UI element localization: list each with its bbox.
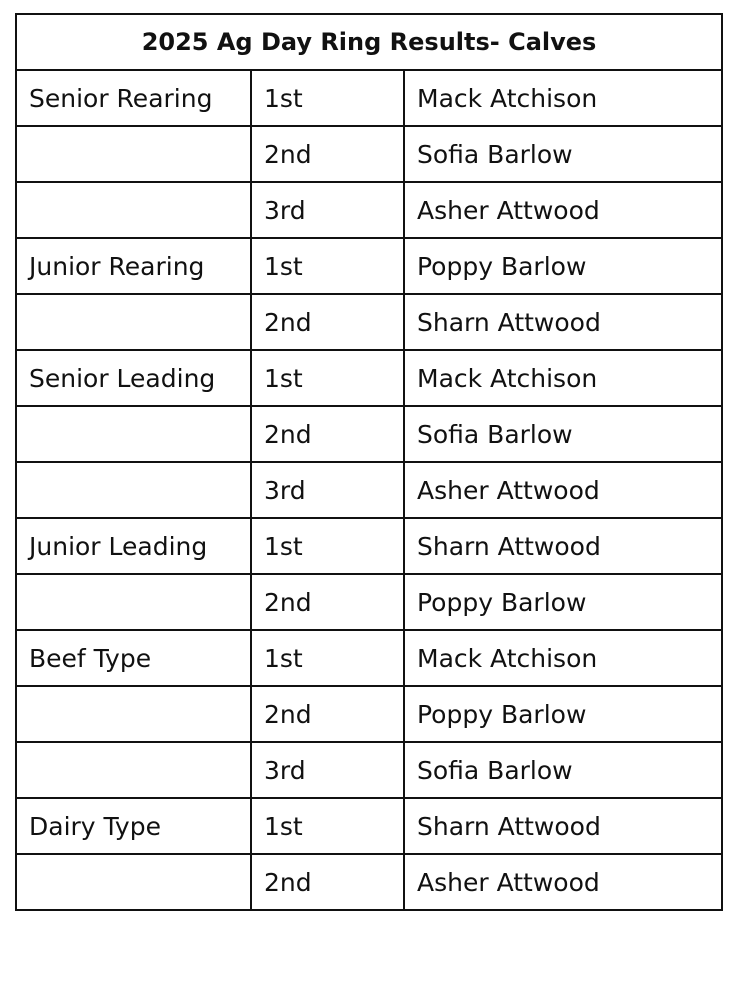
name-cell: Sharn Attwood	[404, 294, 722, 350]
table-row	[16, 518, 722, 574]
table-row	[16, 350, 722, 406]
name-cell: Mack Atchison	[404, 70, 722, 126]
category-cell: Senior Rearing	[16, 70, 251, 126]
category-cell	[16, 126, 251, 182]
table-row	[16, 406, 722, 462]
name-cell: Sofia Barlow	[404, 742, 722, 798]
place-cell: 1st	[251, 798, 404, 854]
place-cell: 2nd	[251, 686, 404, 742]
place-cell: 3rd	[251, 742, 404, 798]
category-cell: Junior Rearing	[16, 238, 251, 294]
category-cell	[16, 742, 251, 798]
name-cell: Mack Atchison	[404, 630, 722, 686]
name-cell: Sofia Barlow	[404, 126, 722, 182]
name-cell: Asher Attwood	[404, 182, 722, 238]
table-row	[16, 182, 722, 238]
category-cell: Senior Leading	[16, 350, 251, 406]
place-cell: 2nd	[251, 294, 404, 350]
place-cell: 2nd	[251, 574, 404, 630]
category-cell: Dairy Type	[16, 798, 251, 854]
table-row	[16, 798, 722, 854]
table-row	[16, 854, 722, 910]
place-cell: 2nd	[251, 406, 404, 462]
name-cell: Asher Attwood	[404, 854, 722, 910]
place-cell: 3rd	[251, 182, 404, 238]
category-cell	[16, 406, 251, 462]
place-cell: 1st	[251, 238, 404, 294]
name-cell: Sharn Attwood	[404, 518, 722, 574]
category-cell	[16, 182, 251, 238]
table-row	[16, 126, 722, 182]
category-cell: Junior Leading	[16, 518, 251, 574]
place-cell: 2nd	[251, 126, 404, 182]
name-cell: Poppy Barlow	[404, 574, 722, 630]
table-row	[16, 742, 722, 798]
name-cell: Sofia Barlow	[404, 406, 722, 462]
place-cell: 1st	[251, 350, 404, 406]
results-table	[15, 13, 723, 911]
category-cell	[16, 462, 251, 518]
name-cell: Asher Attwood	[404, 462, 722, 518]
table-row	[16, 294, 722, 350]
title-row	[16, 14, 722, 70]
place-cell: 3rd	[251, 462, 404, 518]
table-row	[16, 238, 722, 294]
category-cell: Beef Type	[16, 630, 251, 686]
name-cell: Sharn Attwood	[404, 798, 722, 854]
name-cell: Poppy Barlow	[404, 686, 722, 742]
category-cell	[16, 686, 251, 742]
name-cell: Mack Atchison	[404, 350, 722, 406]
place-cell: 2nd	[251, 854, 404, 910]
table-row	[16, 686, 722, 742]
table-row	[16, 462, 722, 518]
category-cell	[16, 294, 251, 350]
table-title: 2025 Ag Day Ring Results- Calves	[16, 14, 722, 70]
place-cell: 1st	[251, 630, 404, 686]
category-cell	[16, 574, 251, 630]
place-cell: 1st	[251, 518, 404, 574]
table-row	[16, 70, 722, 126]
name-cell: Poppy Barlow	[404, 238, 722, 294]
table-row	[16, 630, 722, 686]
table-row	[16, 574, 722, 630]
place-cell: 1st	[251, 70, 404, 126]
results-body	[16, 70, 722, 910]
category-cell	[16, 854, 251, 910]
